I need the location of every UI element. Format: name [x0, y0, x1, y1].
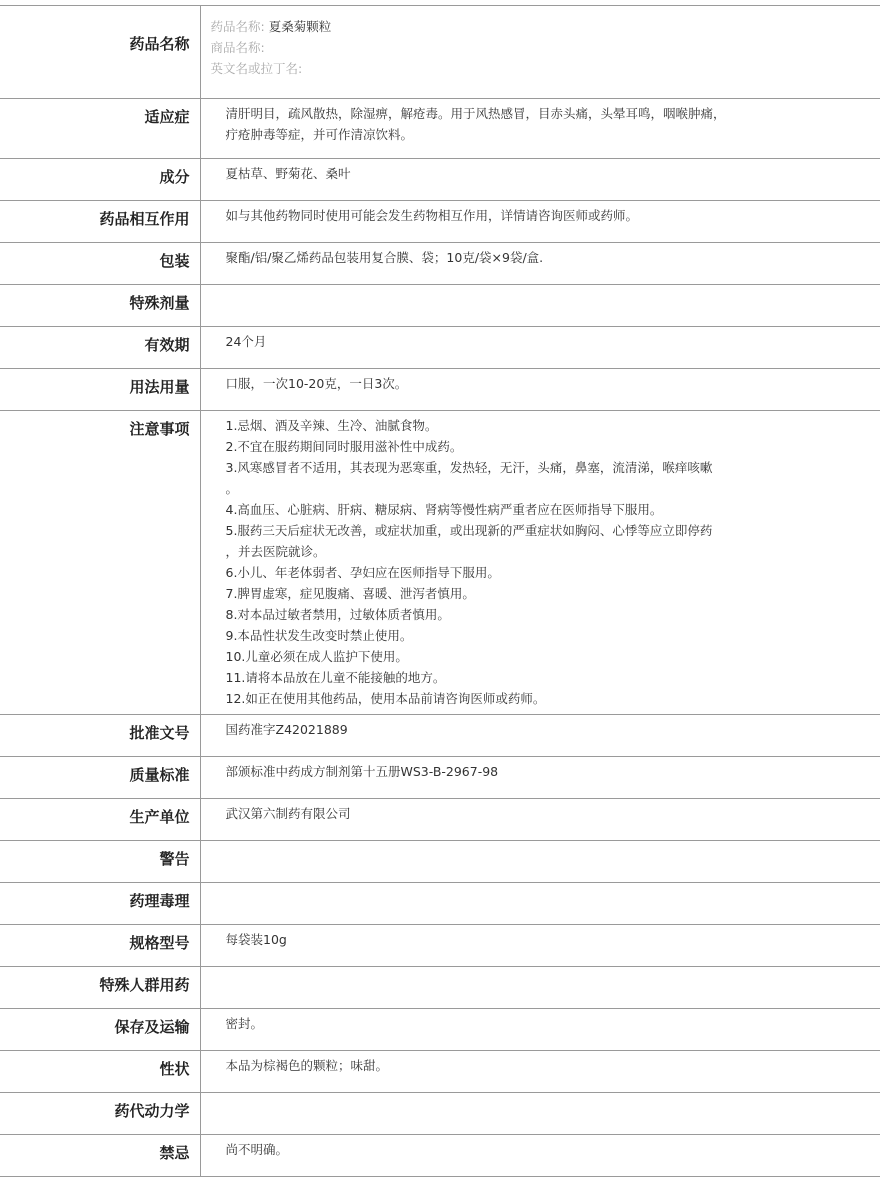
- row-manufacturer: [0, 799, 880, 841]
- precaution-line: 9.本品性状发生改变时禁止使用。: [225, 628, 413, 643]
- row-packaging: [0, 243, 880, 285]
- row-label: 警告: [0, 841, 200, 883]
- specification-value: 每袋装10g: [200, 925, 880, 967]
- row-indications: [0, 99, 880, 159]
- trade-name-caption: 商品名称:: [210, 40, 265, 55]
- row-specification: [0, 925, 880, 967]
- row-pharmacology: [0, 883, 880, 925]
- row-label: 用法用量: [0, 369, 200, 411]
- row-label: 禁忌: [0, 1135, 200, 1177]
- precaution-line: 3.风寒感冒者不适用，其表现为恶寒重，发热轻，无汗，头痛，鼻塞，流清涕，喉痒咳嗽: [225, 460, 713, 475]
- manufacturer-value: 武汉第六制药有限公司: [200, 799, 880, 841]
- drug-name-details: [200, 6, 880, 99]
- row-precautions: [0, 411, 880, 715]
- row-label: 包装: [0, 243, 200, 285]
- row-label: 性状: [0, 1051, 200, 1093]
- row-label: 特殊人群用药: [0, 967, 200, 1009]
- precaution-line: 。: [225, 481, 239, 496]
- usage-value: 口服，一次10-20克，一日3次。: [200, 369, 880, 411]
- row-label: 保存及运输: [0, 1009, 200, 1051]
- row-label: 有效期: [0, 327, 200, 369]
- row-label: 规格型号: [0, 925, 200, 967]
- description-value: 本品为棕褐色的颗粒；味甜。: [200, 1051, 880, 1093]
- row-label: 适应症: [0, 99, 200, 159]
- expiry-value: 24个月: [200, 327, 880, 369]
- contraindications-value: 尚不明确。: [200, 1135, 880, 1177]
- precaution-line: 7.脾胃虚寒，症见腹痛、喜暖、泄泻者慎用。: [225, 586, 475, 601]
- precaution-line: 2.不宜在服药期间同时服用滋补性中成药。: [225, 439, 463, 454]
- drug-name-value: 夏桑菊颗粒: [268, 19, 332, 34]
- precaution-line: 5.服药三天后症状无改善，或症状加重，或出现新的严重症状如胸闷、心悸等应立即停药: [225, 523, 713, 538]
- row-ingredients: [0, 159, 880, 201]
- interactions-value: 如与其他药物同时使用可能会发生药物相互作用，详情请咨询医师或药师。: [200, 201, 880, 243]
- row-standard: [0, 757, 880, 799]
- english-name-caption: 英文名或拉丁名:: [210, 61, 303, 76]
- row-drug-name: [0, 6, 880, 99]
- row-label: 药品相互作用: [0, 201, 200, 243]
- row-interactions: [0, 201, 880, 243]
- row-warning: [0, 841, 880, 883]
- row-storage: [0, 1009, 880, 1051]
- drug-info-table: [0, 5, 880, 1177]
- precaution-line: 10.儿童必须在成人监护下使用。: [225, 649, 408, 664]
- precaution-line: 1.忌烟、酒及辛辣、生冷、油腻食物。: [225, 418, 438, 433]
- pharmacokinetics-value: [200, 1093, 880, 1135]
- row-contraindications: [0, 1135, 880, 1177]
- row-label: 质量标准: [0, 757, 200, 799]
- row-label: 生产单位: [0, 799, 200, 841]
- row-description: [0, 1051, 880, 1093]
- row-label: 药代动力学: [0, 1093, 200, 1135]
- precaution-line: 4.高血压、心脏病、肝病、糖尿病、肾病等慢性病严重者应在医师指导下服用。: [225, 502, 663, 517]
- warning-value: [200, 841, 880, 883]
- row-label: 特殊剂量: [0, 285, 200, 327]
- row-pharmacokinetics: [0, 1093, 880, 1135]
- special-dosage-value: [200, 285, 880, 327]
- row-expiry: [0, 327, 880, 369]
- ingredients-value: 夏枯草、野菊花、桑叶: [200, 159, 880, 201]
- row-label: 药理毒理: [0, 883, 200, 925]
- pharmacology-value: [200, 883, 880, 925]
- drug-name-line: [211, 16, 781, 37]
- row-label: 注意事项: [0, 411, 200, 715]
- standard-value: 部颁标准中药成方制剂第十五册WS3-B-2967-98: [200, 757, 880, 799]
- storage-value: 密封。: [200, 1009, 880, 1051]
- packaging-value: 聚酯/铝/聚乙烯药品包装用复合膜、袋；10克/袋×9袋/盒.: [200, 243, 880, 285]
- indications-line: 清肝明目，疏风散热，除湿痹，解疮毒。用于风热感冒，目赤头痛，头晕耳鸣，咽喉肿痛，: [225, 106, 726, 121]
- special-populations-value: [200, 967, 880, 1009]
- precaution-line: 6.小儿、年老体弱者、孕妇应在医师指导下服用。: [225, 565, 500, 580]
- row-special-populations: [0, 967, 880, 1009]
- indications-value: [200, 99, 880, 159]
- drug-name-caption: 药品名称:: [210, 19, 265, 34]
- row-usage: [0, 369, 880, 411]
- precaution-line: ，并去医院就诊。: [225, 544, 326, 559]
- precaution-line: 11.请将本品放在儿童不能接触的地方。: [225, 670, 446, 685]
- precaution-line: 12.如正在使用其他药品，使用本品前请咨询医师或药师。: [225, 691, 546, 706]
- row-approval: [0, 715, 880, 757]
- row-label: 药品名称: [0, 6, 200, 99]
- row-special-dosage: [0, 285, 880, 327]
- row-label: 批准文号: [0, 715, 200, 757]
- trade-name-line: [211, 37, 781, 58]
- precaution-line: 8.对本品过敏者禁用，过敏体质者慎用。: [225, 607, 450, 622]
- precautions-value: [200, 411, 880, 715]
- approval-value: 国药准字Z42021889: [200, 715, 880, 757]
- english-name-line: [211, 58, 781, 79]
- indications-line: 疔疮肿毒等症，并可作清凉饮料。: [225, 127, 414, 142]
- row-label: 成分: [0, 159, 200, 201]
